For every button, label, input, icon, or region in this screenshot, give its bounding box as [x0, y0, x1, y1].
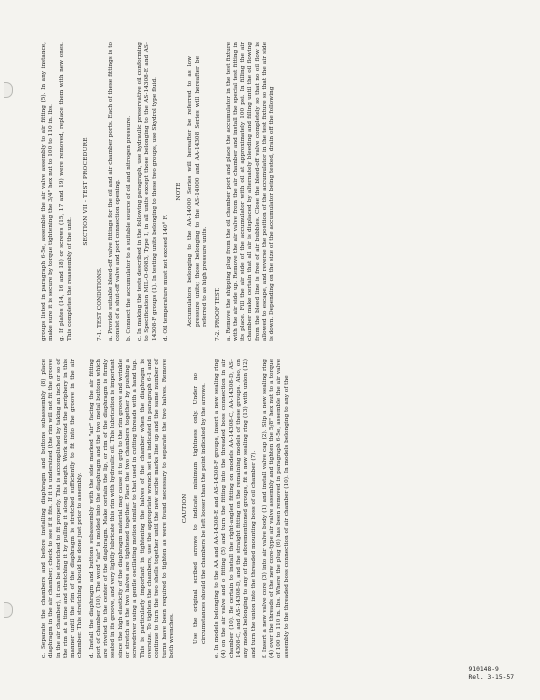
- rotated-page-content: [41, 42, 499, 658]
- left-column: [41, 359, 499, 658]
- paragraph-e-sealing-ring: e. In models belonging to the AA and AA-14308-E and AS-14308-F groups, insert a new sealing ring (4) on the air valve and o fitting (5) and turn the fitting into the threaded boss connection in air chamber (10). Be certain to install the right-angled fitting on models AA-14308-C, AA-14308-D, AS-14308-C, and AS-14308-D, and the straight fitting on the remaining models of these groups. Also, on any model belonging to any of the aforementioned groups, fit a new sealing ring (13) with union (12) and turn the union into the threaded mounting boss of oil chamber (7).: [214, 359, 257, 658]
- caution-heading: CAUTION: [182, 493, 189, 524]
- document-number: 910148-9: [468, 665, 499, 673]
- paragraph-d-oil-temperature: d. Oil temperature must not exceed 140° F.: [162, 214, 169, 341]
- right-column: [41, 42, 499, 341]
- paragraph-a-shipping-plug: a. Remove the shipping plug from the oil chamber port and place the accumulator in the test fixture with the air side up. Remove the air valve from the air chamber and install the special test fitting in its place. Fill the air side of the accumulator with oil at approximately 100 psi. In filling the air chamber make certain that all air is displaced by alternately bleeding and filling until the oil flowing from the bleed line is free of air bubbles. Close the bleed-off valve completely so that no oil flow is allowed to escape, and reverse the position of the accumulator in the test fixture so that the air side is down. Depending on the size of the accumulator being tested, drain off the following: [225, 42, 276, 341]
- section-heading: SECTION VII - TEST PROCEDURE: [82, 137, 89, 246]
- note-text: Accumulators belonging to the AA-14000 Series will hereafter be referred to as low pressure units; those belonging to the AS-14000 and AA-14308 Series will hereafter be referred to as high pressure units.: [187, 56, 208, 327]
- paragraph-c-separate-chambers: c. Separate the chambers and before installing diaphragm and buttons subassembly (8) place diaphragm in the air chamber; check to see if it fits. If it is undersized (the rim will not fit the groove in the air chamber), it can be stretched to fit properly. This is accomplished by taking an inch or so of the rim at a time and stretching it by pulling it along its length. Work around the periphery in this manner until the rim of the diaphragm is stretched sufficiently to fit into the groove in the air chamber. This stretching should be done just prior to assembly.: [41, 359, 84, 658]
- paragraph-c-hydraulic-oil: c. In making the tests described in the following paragraph, use hydraulic preservative oil conforming to Specification MIL-O-6083, Type I, in all units except those belonging to the AS-14308-E and AS-14308-F groups (1). In testing units belonging to these two groups, use Skydrol type fluid.: [137, 42, 158, 341]
- subsection-test-conditions: 7-1. TEST CONDITIONS.: [97, 267, 104, 341]
- binder-hole-top: [4, 82, 13, 98]
- subsection-proof-test: 7-2. PROOF TEST.: [215, 287, 222, 341]
- paragraph-g-plates-screws: g. If plates (14, 16 and 18) or screws (15, 17 and 19) were removed, replace them with new ones. This completes the reassembly of the unit.: [59, 42, 73, 341]
- paragraph-a-bleed-off: a. Provide suitable bleed-off valve fittings for the oil and air chamber ports. Each of these fittings is to consist of a shut-off valve and port connection opening.: [107, 42, 121, 341]
- caution-text: Use the original scribed arrows to indicate minimum tightness only. Under no circumstances should the chambers be left looser than the point indicated by the arrows.: [193, 373, 207, 644]
- note-heading: NOTE: [176, 182, 183, 201]
- binder-hole-bottom: [4, 602, 13, 618]
- document-footer: [469, 666, 515, 682]
- paragraph-d-install-diaphragm: d. Install the diaphragm and buttons subassembly with the side marked "air" facing the air fitting port of chamber (10). The word "air" is molded into the diaphragm and the two metal buttons which are riveted to the center of the diaphragm. Make certain the lip, or rim of the diaphragm is firmly seated in its groove, and very lightly lubricate this rim with hydraulic oil. This lubrication is important since the high elasticity of the diaphragm material may cause it to grip to the rim groove and wrinkle or stretch as the two halves are tightened together. Place the two chambers together by pushing a screwdriver using a gentle oscillating motion similar to that used in cutting threads with a hand tap. This is particularly important in tightening the halves of the chamber when the diaphragm is oversize. To tighten the chambers, use the appropriate wrench set as indicated in paragraph 6-1 and continue to turn the two shells together until the new scribe marks line up and the same number of turns have been required to tighten as were found necessary to separate the two halves. Remove both wrenches.: [88, 359, 175, 658]
- paragraph-continued-groups: groups listed in paragraph 6-5e, assemble the air valve assembly to air fitting (5). In any instance, make sure it is secure by torque tightening the 3/4" hex nut to 100 to 110 in. lbs.: [41, 42, 55, 341]
- paragraph-b-connect: b. Connect the accumulator to a suitable source of oil and nitrogen pressure.: [125, 115, 132, 341]
- release-date: Rel. 3-15-57: [468, 673, 514, 681]
- paragraph-f-valve-core: f. Insert a new valve core (3) into air valve body (1) and install valve cap (2). Slip a new sealing ring (4) over the threads of the new core-type air valve assembly and tighten the 5/8" hex nut to a torque of 100 to 110 in. lbs. Where the plug (6) has been removed in paragraph 6-5e, assemble the air valve assembly to the threaded boss connection of air chamber (10). In models belonging to any of the: [261, 359, 290, 658]
